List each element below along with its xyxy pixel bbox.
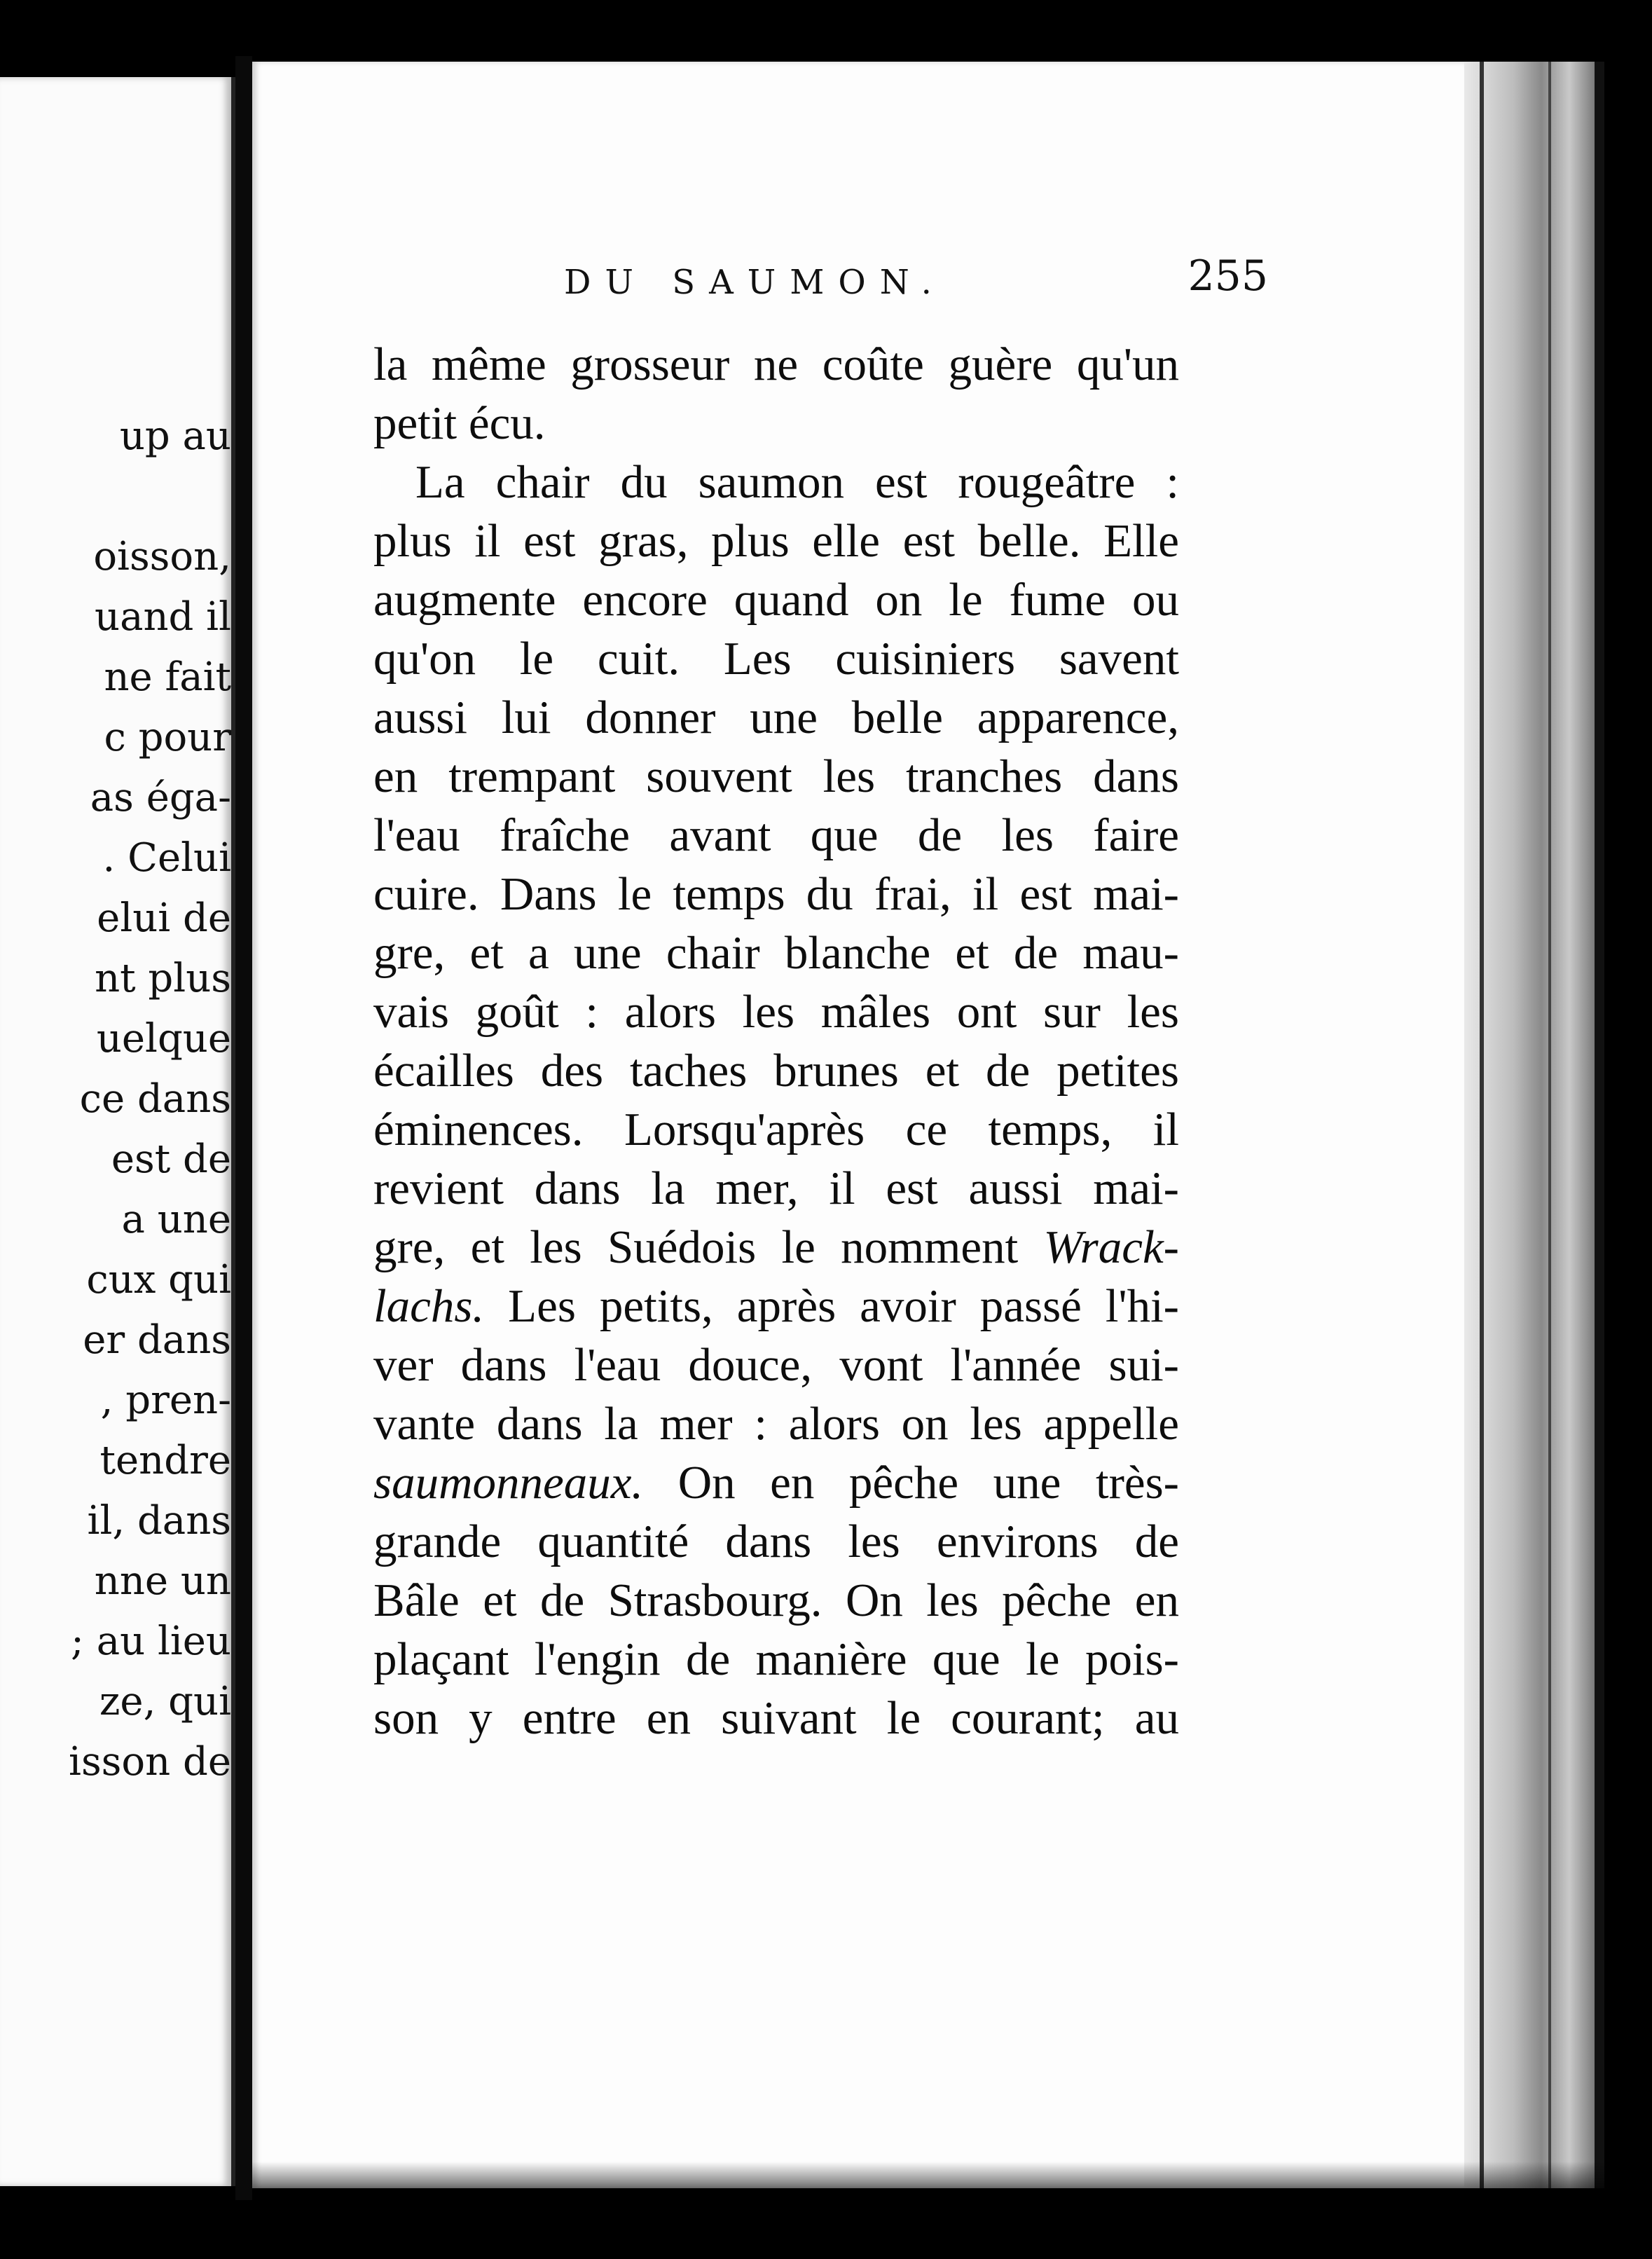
edge-line	[1548, 62, 1551, 2188]
left-line: il, dans	[87, 1498, 231, 1544]
text-span: Les petits, après avoir passé l'hi-	[484, 1280, 1179, 1332]
text-line: grande quantité dans les environs de	[373, 1516, 1179, 1567]
page-bottom-shadow	[252, 2162, 1604, 2188]
left-line: est de	[111, 1137, 231, 1182]
text-line: vais goût : alors les mâles ont sur les	[373, 986, 1179, 1038]
text-line	[373, 1453, 1179, 1512]
page-fore-edge	[1464, 62, 1604, 2188]
left-line	[0, 467, 231, 527]
left-line: up au	[119, 413, 231, 459]
left-line: nt plus	[95, 956, 231, 1001]
left-line: ne fait	[104, 654, 231, 700]
left-line: uelque	[96, 1016, 231, 1062]
left-line: elui de	[97, 895, 231, 941]
book-gutter	[235, 56, 252, 2200]
body-text	[373, 335, 1179, 1748]
text-line: son y entre en suivant le courant; au	[373, 1692, 1179, 1744]
text-line: Bâle et de Strasbourg. On les pêche en	[373, 1574, 1179, 1626]
text-line: aussi lui donner une belle apparence,	[373, 692, 1179, 743]
running-header	[564, 252, 1268, 319]
left-line: oisson,	[93, 534, 231, 579]
left-line: ; au lieu	[71, 1619, 231, 1664]
edge-line	[1480, 62, 1484, 2188]
text-line: La chair du saumon est rougeâtre :	[415, 456, 1179, 508]
left-line: . Celui	[102, 835, 231, 881]
text-line: éminences. Lorsqu'après ce temps, il	[373, 1104, 1179, 1155]
text-line: augmente encore quand on le fume ou	[373, 574, 1179, 626]
text-span: On en pêche une très-	[643, 1457, 1179, 1509]
text-line: écailles des taches brunes et de petites	[373, 1045, 1179, 1097]
left-line: tendre	[99, 1438, 231, 1483]
left-line: c pour	[104, 715, 231, 760]
left-line: a une	[121, 1197, 231, 1242]
text-line: plus il est gras, plus elle est belle. Elle	[373, 515, 1179, 567]
text-line: en trempant souvent les tranches dans	[373, 750, 1179, 802]
text-line: revient dans la mer, il est aussi mai-	[373, 1162, 1179, 1214]
text-line: cuire. Dans le temps du frai, il est mai-	[373, 868, 1179, 920]
left-line: er dans	[83, 1317, 231, 1363]
text-line: gre, et a une chair blanche et de mau-	[373, 927, 1179, 979]
left-line: as éga-	[90, 775, 231, 820]
left-line: , pren-	[100, 1378, 231, 1423]
text-line	[373, 1218, 1179, 1277]
left-line: uand il	[95, 594, 231, 640]
text-line: qu'on le cuit. Les cuisiniers savent	[373, 633, 1179, 685]
italic-word: saumonneaux.	[373, 1457, 644, 1509]
text-span: gre, et les Suédois le nomment	[373, 1221, 1044, 1273]
text-line: petit écu.	[373, 397, 546, 449]
running-title: DU SAUMON.	[564, 263, 946, 302]
text-line	[373, 1277, 1179, 1336]
text-line: l'eau fraîche avant que de les faire	[373, 809, 1179, 861]
italic-word: Wrack-	[1043, 1221, 1179, 1273]
left-page-text	[0, 406, 231, 1792]
left-line: ce dans	[79, 1076, 231, 1122]
text-line: la même grosseur ne coûte guère qu'un	[373, 338, 1179, 390]
left-page	[0, 77, 235, 2186]
left-line: isson de	[69, 1739, 231, 1785]
left-line: cux qui	[86, 1257, 231, 1303]
left-line: nne un	[94, 1558, 231, 1604]
text-line: plaçant l'engin de manière que le pois-	[373, 1633, 1179, 1685]
page-number: 255	[1188, 252, 1268, 301]
italic-word: lachs.	[373, 1280, 485, 1332]
left-line: ze, qui	[99, 1679, 231, 1724]
text-line: ver dans l'eau douce, vont l'année sui-	[373, 1339, 1179, 1391]
text-line: vante dans la mer : alors on les appelle	[373, 1398, 1179, 1450]
edge-line	[1595, 62, 1604, 2188]
